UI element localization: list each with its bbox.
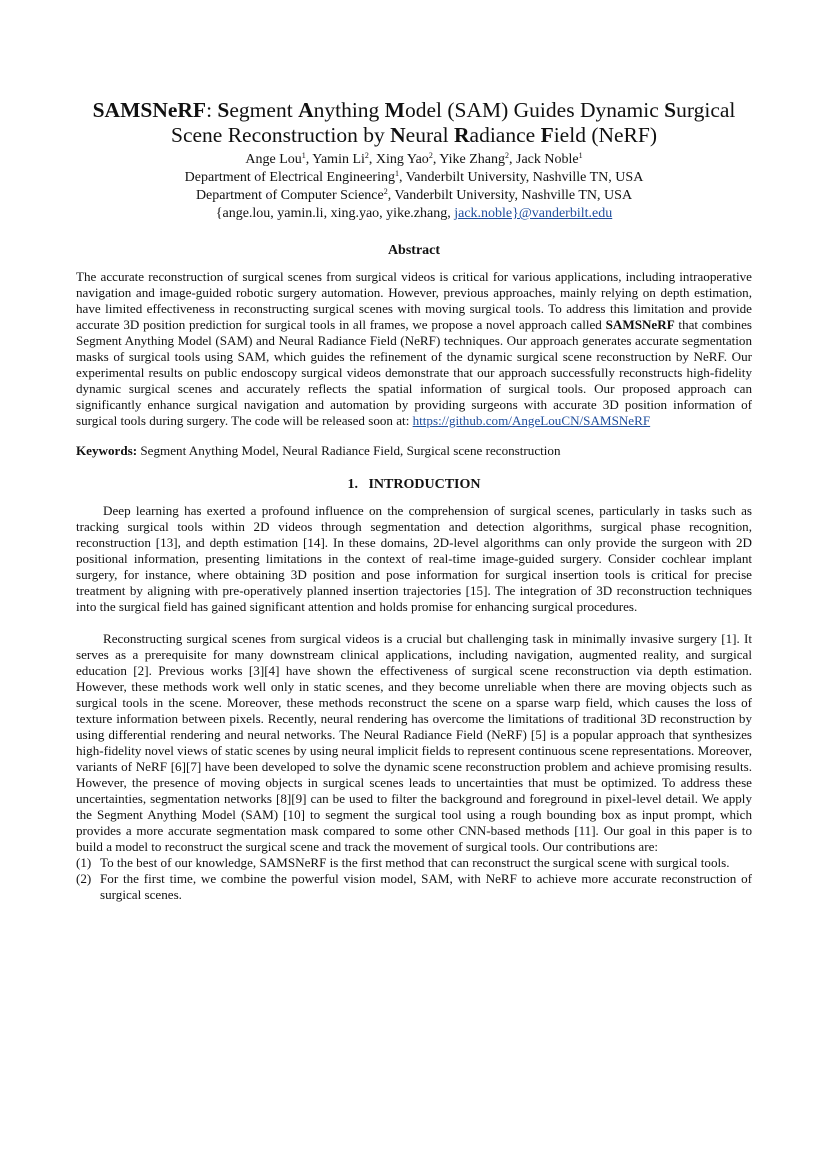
- contribution-list: [76, 855, 752, 903]
- title-segment: S: [664, 98, 677, 122]
- affiliation-mark: 2: [383, 187, 388, 196]
- author-name: Xing Yao: [375, 152, 429, 167]
- author-name: Ange Lou: [245, 152, 302, 167]
- author-separator: ,: [305, 152, 313, 167]
- affiliation-1: [76, 169, 752, 187]
- title-segment: adiance: [469, 123, 541, 147]
- affiliation-dept: Department of Computer Science: [195, 188, 384, 203]
- code-repo-link[interactable]: https://github.com/AngeLouCN/SAMSNeRF: [412, 413, 651, 428]
- email-list: {ange.lou, yamin.li, xing.yao, yike.zhang,: [215, 206, 455, 221]
- title-segment: odel (SAM) Guides Dynamic: [404, 98, 665, 122]
- keywords-label: Keywords:: [76, 443, 138, 458]
- title-segment: :: [206, 98, 218, 122]
- author-name: Yamin Li: [312, 152, 365, 167]
- affiliation-dept: Department of Electrical Engineering: [184, 170, 395, 185]
- author-list: [76, 151, 752, 169]
- author-affil-mark: 1: [578, 151, 583, 160]
- contribution-item: [76, 855, 752, 871]
- title-segment: eural: [405, 123, 454, 147]
- paper-title: [76, 98, 752, 148]
- affiliation-mark: 1: [394, 169, 399, 178]
- title-segment: A: [298, 98, 314, 122]
- title-segment: SAMSNeRF: [92, 98, 207, 122]
- affiliation-2: [76, 187, 752, 205]
- section-heading-introduction: 1. INTRODUCTION: [347, 477, 481, 492]
- title-segment: R: [454, 123, 470, 147]
- title-segment: S: [217, 98, 230, 122]
- intro-paragraph-2: Reconstructing surgical scenes from surgical videos is a crucial but challenging task in minimally invasive surgery [1]. It serves as a prerequisite for many downstream clinical applications, including navigation, augmented reality, and surgical education [2]. Previous works [3][4] have shown the effectiveness of surgical scene reconstruction via depth estimation. However, these methods work well only in static scenes, and they become unreliable when there are moving objects such as surgical tools in the scene. Moreover, these methods reconstruct the scene on a sparse warp field, which causes the loss of texture information between pixels. Recently, neural rendering has overcome the limitations of traditional 3D reconstruction by using differential rendering and neural networks. The Neural Radiance Field (NeRF) [5] is a popular approach that synthesizes high-fidelity novel views of static scenes by using neural implicit fields to represent continuous scene representations. Moreover, variants of NeRF [6][7] have been developed to solve the dynamic scene reconstruction problem and achieve promising results. However, the presence of moving objects in surgical scenes leads to uncertainties that must be optimized. To address these uncertainties, segmentation networks [8][9] can be used to filter the background and foreground in pixel-level detail. We apply the Segment Anything Model (SAM) [10] to segment the surgical tool using a rough bounding box as input prompt, which provides a more accurate segmentation mask compared to some other CNN-based methods [11]. Our goal in this paper is to build a model to reconstruct the surgical scene and track the movement of surgical tools. Our contributions are:: [76, 631, 752, 854]
- method-name: SAMSNeRF: [605, 317, 675, 332]
- contribution-text: To the best of our knowledge, SAMSNeRF is the first method that can reconstruct the surgical scene with surgical tools.: [100, 855, 730, 870]
- contribution-item: [76, 871, 752, 903]
- intro-paragraph-1: Deep learning has exerted a profound influence on the comprehension of surgical scenes, particularly in tasks such as tracking surgical tools within 2D videos through segmentation and detection algorithms, surgical phase recognition, reconstruction [13], and depth estimation [14]. In these domains, 2D-level algorithms can only provide the surgeon with 2D positional information, presenting limitations in the context of real-time image-guided surgery. Consider cochlear implant surgery, for instance, where obtaining 3D position and pose information for surgical insertion tools is critical for precise treatment by aligning with pre-operatively planned insertion trajectories [15]. The integration of 3D reconstruction techniques into the surgical field has gained significant attention and holds promise for enhancing surgical procedures.: [76, 503, 752, 614]
- title-segment: M: [384, 98, 405, 122]
- title-segment: urgical Scene Reconstruction by: [170, 98, 736, 147]
- author-separator: ,: [368, 152, 376, 167]
- author-name: Yike Zhang: [439, 152, 506, 167]
- author-affil-mark: 2: [364, 151, 369, 160]
- author-separator: ,: [509, 152, 517, 167]
- email-link[interactable]: jack.noble}@vanderbilt.edu: [454, 206, 613, 221]
- title-segment: egment: [229, 98, 299, 122]
- author-emails: [76, 205, 752, 223]
- title-segment: ield (NeRF): [553, 123, 658, 147]
- abstract-text: The accurate reconstruction of surgical scenes from surgical videos is critical for various applications, including intraoperative navigation and image-guided robotic surgery automation. However, previous approaches, mainly relying on depth estimation, have limited effectiveness in reconstructing surgical scenes with moving surgical tools. To address this limitation and provide accurate 3D position prediction for surgical tools in all frames, we propose a novel approach called: [76, 269, 752, 332]
- abstract-text: that combines Segment Anything Model (SAM) and Neural Radiance Field (NeRF) techniques. Our approach generates accurate segmentation masks of surgical tools using SAM, which guides the refinement of the dynamic surgical scene reconstruction by NeRF. Our experimental results on public endoscopy surgical videos demonstrate that our approach successfully reconstructs high-fidelity dynamic surgical scenes and accurately reflects the spatial information of surgical tools. Our proposed approach can significantly enhance surgical navigation and automation by providing surgeons with accurate 3D position information of surgical tools during surgery. The code will be released soon at:: [76, 317, 752, 428]
- contribution-number: (2): [76, 871, 92, 886]
- affiliation-institution: , Vanderbilt University, Nashville TN, USA: [387, 188, 633, 203]
- keywords-text: Segment Anything Model, Neural Radiance Field, Surgical scene reconstruction: [137, 443, 561, 458]
- author-name: Jack Noble: [516, 152, 579, 167]
- paper-page: [76, 98, 752, 903]
- contribution-text: For the first time, we combine the powerful vision model, SAM, with NeRF to achieve more accurate reconstruction of surgical scenes.: [100, 871, 752, 902]
- affiliation-institution: , Vanderbilt University, Nashville TN, USA: [398, 170, 644, 185]
- title-segment: N: [390, 123, 406, 147]
- keywords: [76, 443, 752, 459]
- abstract-body: [76, 269, 752, 429]
- title-segment: F: [540, 123, 554, 147]
- author-affil-mark: 1: [301, 151, 306, 160]
- author-separator: ,: [432, 152, 440, 167]
- abstract-heading: Abstract: [387, 243, 441, 258]
- contribution-number: (1): [76, 855, 92, 870]
- title-segment: nything: [313, 98, 385, 122]
- author-affil-mark: 2: [428, 151, 433, 160]
- author-affil-mark: 2: [505, 151, 510, 160]
